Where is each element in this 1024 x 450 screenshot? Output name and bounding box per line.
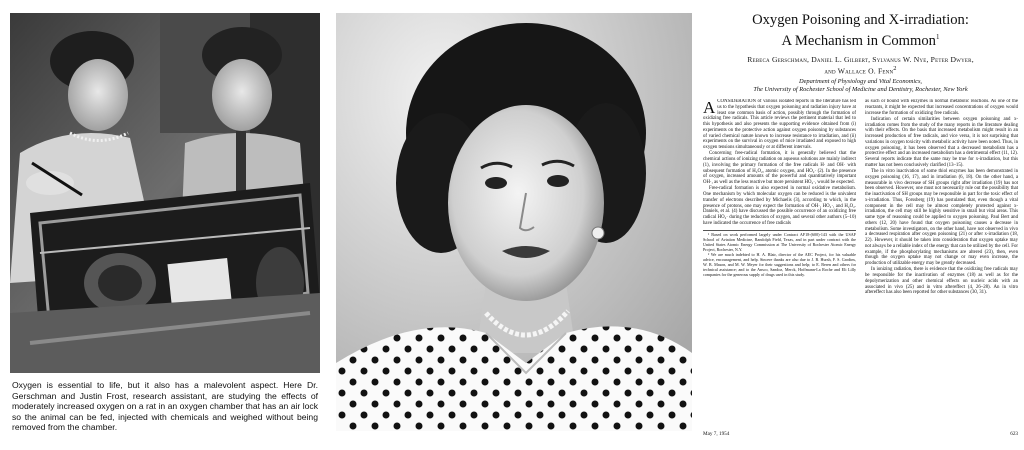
title-line-1: Oxygen Poisoning and X-irradiation: [752, 12, 969, 28]
authors-footnote-mark: 2 [893, 65, 897, 73]
journal-page [703, 12, 1018, 442]
article-title [703, 12, 1018, 50]
lab-photo [10, 13, 320, 373]
issue-date: May 7, 1954 [703, 431, 730, 437]
article-authors [703, 55, 1018, 76]
footnote-1: ¹ Based on work performed largely under Contract AF18-(600)-143 with the USAF School of Aviation Medicine, Randolph Field, Texas, and in part under contract with the United States Atomic Energy Commission at The University of Rochester Atomic Energy Project, Rochester, N.Y. [703, 231, 856, 252]
title-line-2: A Mechanism in Common [781, 32, 936, 49]
footnotes [703, 230, 856, 277]
article-affiliation [703, 78, 1018, 94]
photo-caption: Oxygen is essential to life, but it also has a malevolent aspect. Here Dr. Gerschman and Justin Frost, research assistant, are studying the effects of moderately increased oxygen on a rat in an oxygen chamber that has an air lock so the animal can be fed, injected with chemicals and weighed without being removed from the chamber. [12, 380, 318, 433]
portrait-photo [336, 13, 692, 431]
title-footnote-mark: 1 [935, 33, 940, 41]
left-panel [10, 13, 320, 438]
paragraph: as such or bound with enzymes in normal metabolic reactions. As one of the reactants, it might be expected that increased concentrations of oxygen would increase the formation of oxidizing free radicals. [865, 99, 1018, 116]
paragraph: The in vitro inactivation of some thiol enzymes has been demonstrated in oxygen poisoning (16, 17), and in irradiation (6, 18). On the other hand, a measurable in vivo decrease of SH groups right after irradiation (19) has not been observed. However, one must not necessarily rule out the possibility that the inactivation of SH groups may be responsible in part for the toxic effect of x-irradiation. Thus, Forssberg (19) has postulated that, even though a vital component in the cell may be almost completely protected against x-irradiation, the cell may still be highly sensitive in small but vital areas. This same type of reasoning could be applied to oxygen poisoning. Paul Bert and others (12, 20) have found that oxygen poisoning causes a decrease in metabolism. Some investigators, on the other hand, have not observed in vivo a decreased respiration after oxygen poisoning (21) or after x-irradiation (18, 22). However, it should be taken into consideration that oxygen uptake may not always be a reliable index of the energy that can be utilized by the cell. For example, if the phosphorylating mechanisms are altered (23), then, even though the oxygen uptake may not change or may even increase, the production of utilizable energy may be greatly decreased. [865, 169, 1018, 266]
paragraph [703, 99, 856, 151]
portrait-illustration [336, 13, 692, 431]
page-footer [703, 431, 1018, 441]
lab-photo-illustration [10, 13, 320, 373]
column-right [865, 99, 1018, 425]
article-body [703, 99, 1018, 425]
authors-line-1: Rebeca Gerschman, Daniel L. Gilbert, Sylvanus W. Nye, Peter Dwyer, [747, 54, 974, 64]
drop-cap: A [703, 99, 716, 117]
paragraph: Concerning free-radical formation, it is generally believed that the chemical actions of ionizing radiation on aqueous solutions are mainly indirect (1), involving the primary formation of the free radicals H· and OH· with subsequent formation of H₂O₂, atomic oxygen, and HO₂· (2). In the presence of oxygen, increased amounts of the powerful and quantitatively important OH·, as well as the less reactive but more persistent HO₂·, would be expected. [703, 151, 856, 185]
footnote-2: ² We are much indebted to H. A. Blair, director of the AEC Project, for his valuable advice, encouragement, and help. Sincere thanks are also due to J. B. Hursh, F. S. Grodins, W. B. Mason, and M. W. Meyer for their suggestions and help; to E. Beren and others for technical assistance; and to the Ansco, Sandoz, Merck, Hoffmann-La Roche and Eli Lilly companies for the generous supply of drugs used in this study. [703, 251, 856, 277]
authors-line-2: and Wallace O. Fenn [824, 66, 894, 76]
page-number: 623 [1010, 431, 1018, 437]
column-left [703, 99, 856, 425]
paragraph: Free-radical formation is also expected in normal oxidative metabolism. One mechanism by which molecular oxygen can be reduced is the univalent transfer of electrons described by Michaelis (3), according to which, in the presence of protons, one may expect the formation of OH·, HO₂·, and H₂O₂. Daniels, et al. (4) have discussed the possible occurrence of an oxidizing free radical HO₂· during the reduction of oxygen, and several other authors (5–10) have indicated the occurrence of free radicals [703, 186, 856, 226]
affiliation-line-1: Department of Physiology and Vital Economics, [798, 78, 923, 86]
paragraph-text: of various isolated reports in the literature has led us to the hypothesis that oxygen poisoning and radiation injury have at least one common basis of action, possibly through the formation of oxidizing free radicals. This article reviews the pertinent material that led to this hypothesis and also presents the supporting evidence obtained from (i) experiments on the protective action against oxygen poisoning by substances of varied chemical nature known to increase resistance to irradiation, and (ii) experiments on the survival in oxygen of mice irradiated and exposed to high oxygen tensions simultaneously or at different intervals. [703, 99, 856, 150]
paragraph: In ionizing radiation, there is evidence that the oxidizing free radicals may be responsible for the inactivation of enzymes (18) as well as for the depolymerization and other chemical effects on nucleic acids with an associated in vivo (25) and in vitro aftereffect (4, 26–28). An in vitro aftereffect has also been reported for other substances (30, 31). [865, 267, 1018, 296]
paragraph: Indication of certain similarities between oxygen poisoning and x-irradiation comes from the study of the many reports in the literature dealing with their effects. On the basis that increased metabolism might result in an increased production of free radicals, and vice versa, it is not surprising that variations in oxygen toxicity with metabolic activity have been noted. Thus, in oxygen poisoning, it has been observed that a decreased metabolism has a protective effect and an increased metabolism has a detrimental effect (11, 12). Several reports indicate that the same may be true for x-irradiation, but this matter has not been conclusively clarified (13–15). [865, 116, 1018, 168]
lead-word: CONSIDERATION [717, 99, 757, 104]
affiliation-line-2: The University of Rochester School of Medicine and Dentistry, Rochester, New York [753, 86, 968, 94]
